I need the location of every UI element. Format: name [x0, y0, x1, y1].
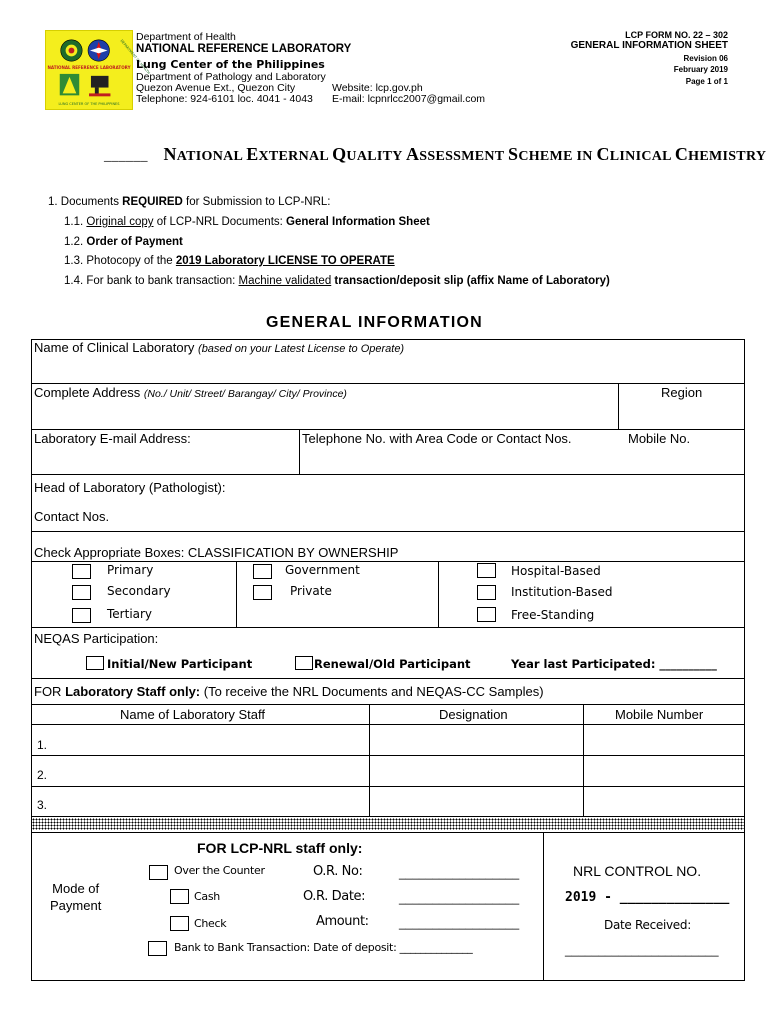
requirement-4: 1.4. For bank to bank transaction: Machine validated transaction/deposit slip (affix Name of Laboratory) [64, 275, 610, 287]
option-private: Private [290, 584, 332, 598]
checkbox-free-standing[interactable] [477, 607, 496, 622]
requirement-2: 1.2. Order of Payment [64, 236, 183, 248]
logo-top-text: DEPARTMENT OF HEALTH [119, 38, 151, 76]
checkbox-secondary[interactable] [72, 585, 91, 600]
date-received-label: Date Received: [604, 918, 691, 932]
head-of-lab-label: Head of Laboratory (Pathologist): [34, 480, 226, 495]
opt-check: Check [194, 917, 227, 930]
staff-row-1: 1. [37, 738, 48, 752]
option-free-standing: Free-Standing [511, 608, 595, 622]
logo-bottom-text: LUNG CENTER OF THE PHILIPPINES [58, 102, 120, 107]
lcp-logo [45, 30, 151, 110]
hospital-name: Lung Center of the Philippines [136, 58, 325, 71]
requirement-1: 1.1. Original copy of LCP-NRL Documents: General Information Sheet [64, 216, 430, 228]
option-institution-based: Institution-Based [511, 585, 613, 599]
address-label: Complete Address (No./ Unit/ Street/ Barangay/ City/ Province) [34, 385, 347, 400]
checkbox-private[interactable] [253, 585, 272, 600]
checkbox-initial[interactable] [86, 656, 104, 670]
staff-col-designation: Designation [439, 707, 508, 722]
checkbox-institution-based[interactable] [477, 585, 496, 600]
requirement-3: 1.3. Photocopy of the 2019 Laboratory LICENSE TO OPERATE [64, 255, 395, 267]
nrl-control-number[interactable]: 2019 - ______________ [565, 890, 730, 905]
region-label: Region [661, 385, 703, 400]
checkbox-primary[interactable] [72, 564, 91, 579]
cut-line [32, 818, 744, 830]
year-last-participated: Year last Participated: __________ [511, 657, 717, 671]
classification-label: Check Appropriate Boxes: CLASSIFICATION BY OWNERSHIP [34, 545, 399, 560]
revision-text: Revision 06 [683, 54, 728, 63]
date-received-field[interactable]: _______________________ [565, 943, 719, 957]
email-label: Laboratory E-mail Address: [34, 431, 191, 446]
telephone-text: Telephone: 924-6101 loc. 4041 - 4043 [136, 93, 313, 105]
telephone-label: Telephone No. with Area Code or Contact Nos. [302, 431, 572, 446]
sheet-title: GENERAL INFORMATION SHEET [570, 40, 728, 51]
staff-row-2: 2. [37, 768, 48, 782]
staff-heading: FOR Laboratory Staff only: (To receive the NRL Documents and NEQAS-CC Samples) [34, 684, 544, 699]
option-primary: Primary [107, 563, 154, 577]
page-title: ______ NATIONAL EXTERNAL QUALITY ASSESSMENT SCHEME IN CLINICAL CHEMISTRY [104, 144, 767, 164]
option-hospital-based: Hospital-Based [511, 564, 601, 578]
contact-nos-label: Contact Nos. [34, 509, 110, 524]
staff-col-name: Name of Laboratory Staff [120, 707, 266, 722]
option-initial: Initial/New Participant [107, 657, 253, 671]
or-no-field[interactable]: __________________ [399, 866, 520, 880]
amount-label: Amount: [316, 914, 369, 929]
mobile-label: Mobile No. [628, 431, 691, 446]
form-date: February 2019 [673, 65, 728, 74]
email-link[interactable]: E-mail: lcpnrlcc2007@gmail.com [332, 93, 486, 105]
checkbox-cash[interactable] [170, 889, 189, 904]
checkbox-tertiary[interactable] [72, 608, 91, 623]
website-link[interactable]: Website: lcp.gov.ph [332, 82, 423, 94]
nrl-heading: FOR LCP-NRL staff only: [197, 840, 363, 856]
checkbox-hospital-based[interactable] [477, 563, 496, 578]
dept-path-text: Department of Pathology and Laboratory [136, 71, 326, 83]
option-renewal: Renewal/Old Participant [314, 657, 471, 671]
option-secondary: Secondary [107, 584, 171, 598]
opt-bank-to-bank: Bank to Bank Transaction: Date of deposit: ______________ [174, 941, 473, 954]
logo-mid-text: NATIONAL REFERENCE LABORATORY [47, 65, 131, 71]
lab-name-label: Name of Clinical Laboratory (based on your Latest License to Operate) [34, 340, 405, 355]
title-blank: ______ [104, 149, 148, 164]
mode-of-payment-label: Mode of Payment [50, 881, 102, 913]
checkbox-renewal[interactable] [295, 656, 313, 670]
nrl-control-label: NRL CONTROL NO. [573, 863, 702, 879]
checkbox-government[interactable] [253, 564, 272, 579]
form-number: LCP FORM NO. 22 – 302 [625, 30, 728, 40]
checkbox-check[interactable] [170, 916, 189, 931]
opt-over-the-counter: Over the Counter [174, 864, 265, 877]
staff-row-3: 3. [37, 798, 48, 812]
opt-cash: Cash [194, 890, 220, 903]
option-government: Government [285, 563, 360, 577]
checkbox-over-the-counter[interactable] [149, 865, 168, 880]
neqas-label: NEQAS Participation: [34, 631, 159, 646]
department-text: Department of Health [136, 31, 236, 43]
address-text: Quezon Avenue Ext., Quezon City [136, 82, 296, 94]
staff-col-mobile: Mobile Number [615, 707, 704, 722]
option-tertiary: Tertiary [107, 607, 153, 621]
checkbox-bank-to-bank[interactable] [148, 941, 167, 956]
section-title: GENERAL INFORMATION [266, 314, 483, 331]
page-number: Page 1 of 1 [685, 77, 728, 86]
or-no-label: O.R. No: [313, 864, 363, 879]
lab-name-text: NATIONAL REFERENCE LABORATORY [136, 43, 352, 55]
or-date-field[interactable]: __________________ [399, 891, 520, 905]
requirements-intro: 1. Documents REQUIRED for Submission to LCP-NRL: [48, 196, 331, 208]
amount-field[interactable]: __________________ [399, 916, 520, 930]
or-date-label: O.R. Date: [303, 889, 366, 904]
